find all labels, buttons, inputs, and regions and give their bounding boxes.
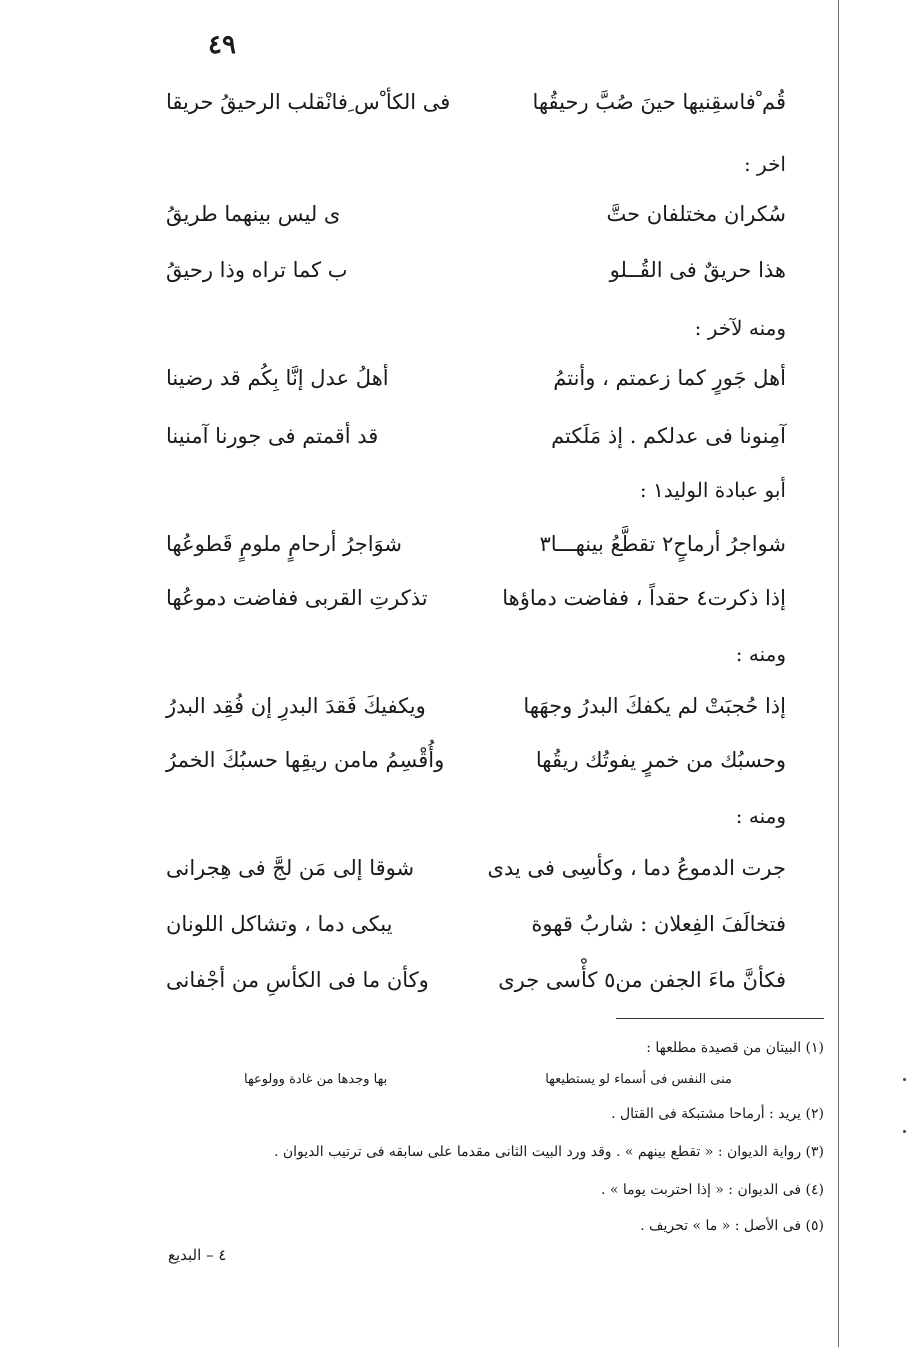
verse-second-hemistich: وكأن ما فى الكأسِ من أجْفانى: [166, 968, 429, 992]
section-heading: ومنه :: [735, 642, 786, 666]
margin-dot: [903, 1130, 906, 1133]
footnote-4: (٤) فى الديوان : « إذا احتربت يوما » .: [600, 1182, 824, 1198]
verse-second-hemistich: أهلُ عدل إنَّا بِكُم قد رضينا: [166, 366, 389, 390]
section-heading: أبو عبادة الوليد١ :: [639, 478, 786, 502]
verse-first-hemistich: جرت الدموعُ دما ، وكأسِى فى يدى: [487, 856, 786, 880]
verse-second-hemistich: ب كما تراه وذا رحيقُ: [166, 258, 348, 282]
footnote-5: (٥) فى الأصل : « ما » تحريف .: [640, 1218, 824, 1234]
verse-second-hemistich: قد أقمتم فى جورنا آمنينا: [166, 424, 379, 448]
verse-second-hemistich: وأُقْسِمُ مامن ريقِها حسبُكَ الخمرُ: [166, 748, 445, 772]
verse-first-hemistich: قُم ْفاسقِنيها حينَ صُبَّ رحيقُها: [532, 90, 786, 114]
verse-second-hemistich: يبكى دما ، وتشاكل اللونان: [166, 912, 393, 936]
signature-mark: ٤ – البديع: [168, 1246, 227, 1264]
verse-second-hemistich: ى ليس بينهما طريقُ: [166, 202, 341, 226]
verse-first-hemistich: آمِنونا فى عدلكم . إذ مَلَكتم: [551, 424, 786, 448]
page-number: ٤٩: [208, 30, 236, 60]
verse-first-hemistich: وحسبُك من خمرٍ يفوتُك ريقُها: [535, 748, 786, 772]
verse-first-hemistich: فتخالَفَ الفِعلان : شاربُ قهوة: [531, 912, 786, 936]
verse-second-hemistich: شوَاجرُ أرحامٍ ملومٍ قَطوعُها: [166, 532, 403, 556]
section-heading: ومنه لآخر :: [694, 316, 786, 340]
verse-first-hemistich: شواجرُ أرماحٍ٢ تقطَّعُ بينهـــا٣: [539, 532, 786, 556]
margin-dot: [903, 1078, 906, 1081]
page-edge-rule: [838, 0, 839, 1347]
section-heading: اخر :: [743, 152, 786, 176]
footnote-divider: [616, 1018, 824, 1019]
verse-first-hemistich: إذا ذكرت٤ حقداً ، ففاضت دماؤها: [502, 586, 786, 610]
footnote-1-verse-left: بها وجدها من غادة وولوعها: [244, 1072, 388, 1087]
verse-first-hemistich: هذا حريقٌ فى القُــلو: [609, 258, 786, 282]
verse-second-hemistich: تذكرتِ القربى ففاضت دموعُها: [166, 586, 428, 610]
footnote-1: (١) البيتان من قصيدة مطلعها :: [646, 1040, 824, 1056]
footnote-3: (٣) رواية الديوان : « تقطع بينهم » . وقد ورد البيت الثانى مقدما على سابقه فى ترتيب الديوان .: [273, 1144, 824, 1160]
verse-second-hemistich: شوقا إلى مَن لجَّ فى هِجرانى: [166, 856, 415, 880]
verse-first-hemistich: إذا حُجبَتْ لم يكفكَ البدرُ وجهَها: [523, 694, 786, 718]
section-heading: ومنه :: [735, 804, 786, 828]
verse-first-hemistich: فكأنَّ ماءَ الجفن من٥ كأْسى جرى: [498, 968, 786, 992]
verse-first-hemistich: سُكران مختلفان حتَّ: [606, 202, 786, 226]
verse-second-hemistich: فى الكأ ْس ِفانْقلب الرحيقُ حريقا: [166, 90, 451, 114]
footnote-1-verse-right: منى النفس فى أسماء لو يستطيعها: [545, 1072, 732, 1087]
verse-second-hemistich: ويكفيكَ فَقدَ البدرِ إن فُقِد البدرُ: [166, 694, 426, 718]
verse-first-hemistich: أهل جَورٍ كما زعمتم ، وأنتمُ: [553, 366, 786, 390]
footnote-2: (٢) يريد : أرماحا مشتبكة فى القتال .: [611, 1106, 824, 1122]
